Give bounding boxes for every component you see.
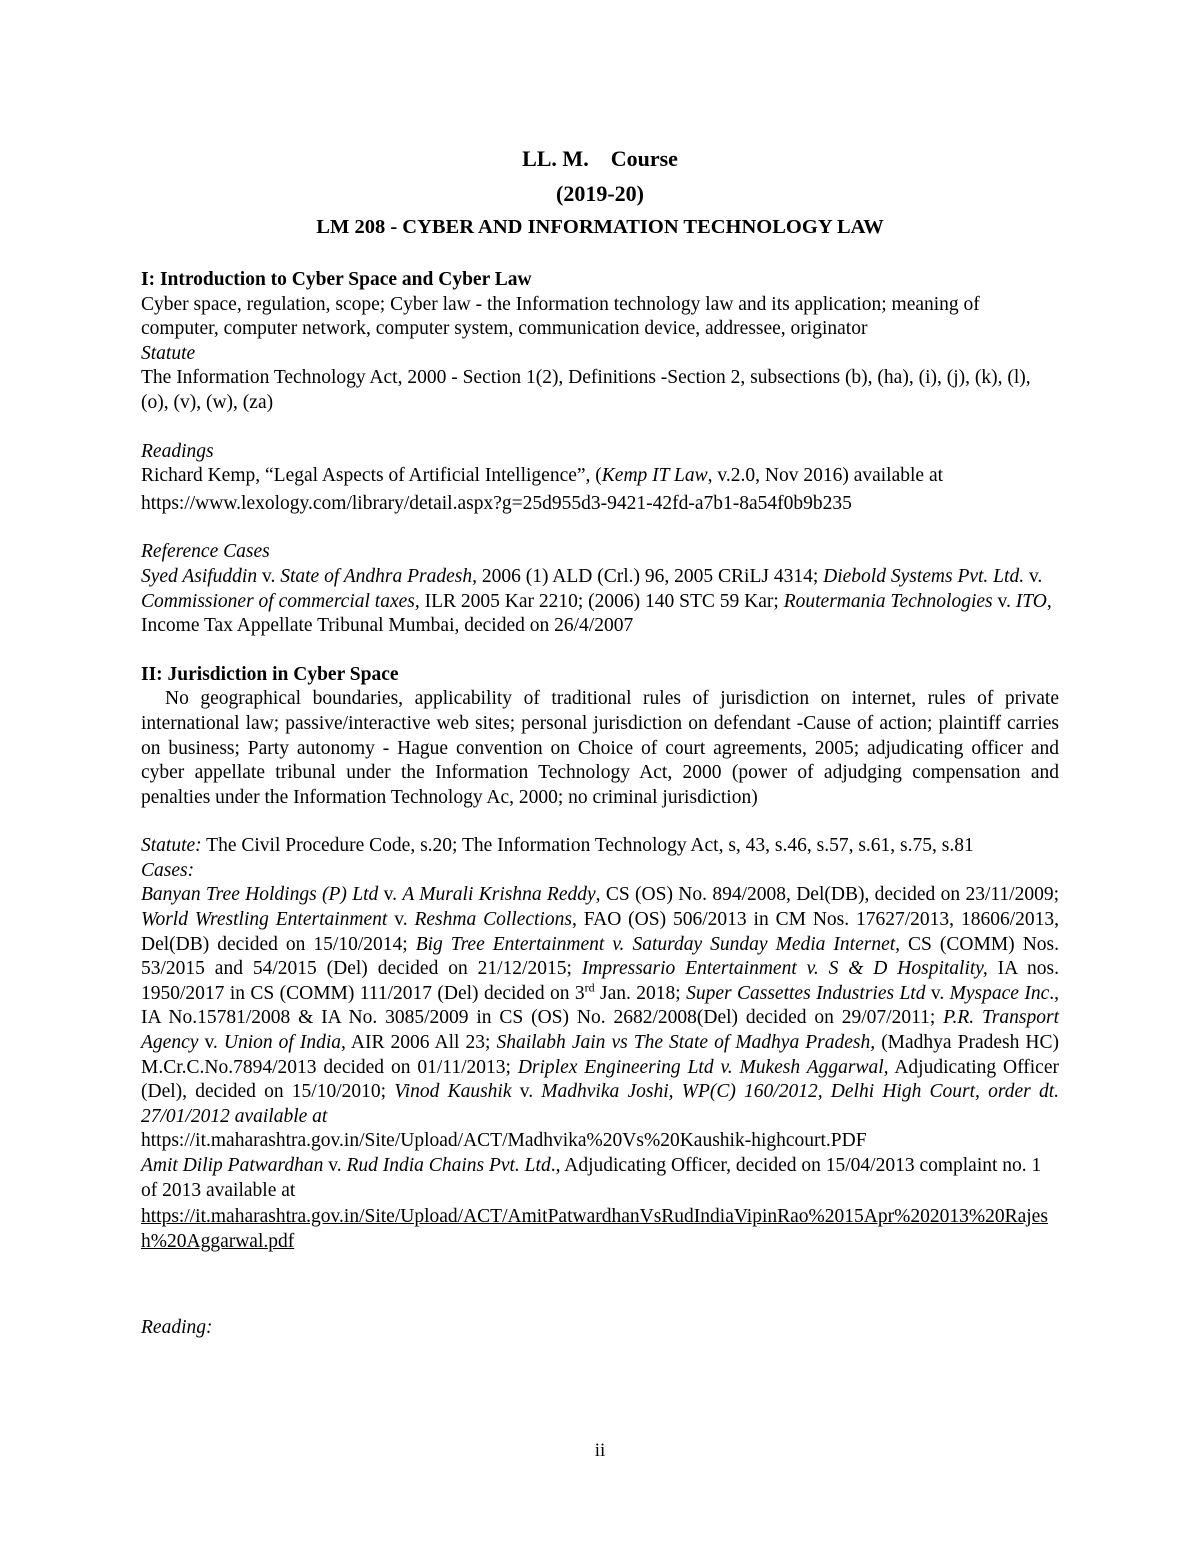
- unit-2-heading: II: Jurisdiction in Cyber Space: [141, 663, 399, 685]
- subject-title: LM 208 - CYBER AND INFORMATION TECHNOLOGY LAW: [316, 216, 884, 238]
- case-run: Big Tree Entertainment v. Saturday Sunday Media Internet,: [415, 933, 901, 955]
- case-run: Vinod Kaushik: [394, 1081, 512, 1103]
- unit-1-refcases-label: Reference Cases: [141, 541, 270, 563]
- case-run: Myspace Inc: [949, 982, 1050, 1004]
- case-run: P.R. Transport Agency: [141, 1007, 1060, 1054]
- case-run: Impressario Entertainment v. S & D Hospitality,: [581, 958, 988, 980]
- case-run: Madhvika Joshi, WP(C) 160/2012, Delhi High Court, order dt. 27/01/2012 available at: [141, 1081, 1060, 1127]
- unit-2-statute: [141, 834, 1059, 859]
- course-year: (2019-20): [556, 181, 644, 206]
- reading-author: Richard Kemp, “Legal Aspects of Artificial Intelligence”, (: [141, 465, 602, 487]
- case-2-v: v.: [323, 1155, 347, 1176]
- case-run: Shailabh Jain vs The State of Madhya Pradesh,: [496, 1032, 876, 1054]
- case-run: Banyan Tree Holdings (P) Ltd: [141, 884, 379, 906]
- unit-2-cases: [141, 883, 1059, 1129]
- document-page: [141, 140, 1059, 1341]
- case-run: Union of India: [223, 1032, 342, 1054]
- unit-2-body: No geographical boundaries, applicability of traditional rules of jurisdiction on internet, rules of private international law; passive/interactive web sites; personal jurisdiction on defendant -Cause of action; plaintiff carries on business; Party autonomy - Hague convention on Choice of court agreements, 2005; adjudicating officer and cyber appellate tribunal under the Information Technology Act, 2000 (power of adjudging compensation and penalties under the Information Technology Ac, 2000; no criminal jurisdiction): [141, 688, 1059, 808]
- refcase-run: v.: [257, 565, 281, 587]
- unit-2-cases-label: Cases:: [141, 859, 195, 881]
- reading-source: Kemp IT Law: [601, 465, 708, 487]
- case-run: ., IA No.15781/2008 & IA No. 3085/2009 in CS (OS) No. 2682/2008(Del) decided on 29/07/2011;: [141, 982, 1059, 1029]
- case-2-party-2: Rud India Chains Pvt. Ltd: [346, 1155, 551, 1176]
- refcase-run: Diebold Systems Pvt. Ltd.: [823, 565, 1025, 587]
- case-run: v.: [198, 1032, 224, 1054]
- case-run: , AIR 2006 All 23;: [341, 1032, 497, 1054]
- unit-1-section: [141, 268, 1059, 639]
- case-run: v.: [925, 982, 950, 1004]
- case-run: IA nos. 1950/2017 in CS (COMM) 111/2017 (Del) decided on 3: [141, 958, 1059, 1004]
- case-run: Jan. 2018;: [594, 982, 687, 1004]
- case-run: v.: [511, 1081, 542, 1103]
- refcase-run: Commissioner of commercial taxes,: [141, 590, 420, 612]
- case-run: Super Cassettes Industries Ltd: [686, 982, 926, 1004]
- case-run: Driplex Engineering Ltd v. Mukesh Aggarwal,: [517, 1056, 889, 1078]
- refcase-run: Syed Asifuddin: [141, 565, 258, 587]
- case-run: CS (COMM) Nos. 53/2015 and 54/2015 (Del) decided on 21/12/2015;: [141, 933, 1059, 980]
- case-2-rest: ., Adjudicating Officer, decided on 15/04/2013 complaint no. 1 of 2013 available at: [141, 1155, 1042, 1201]
- reading-rest: , v.2.0, Nov 2016) available at: [707, 465, 944, 487]
- unit-1-body: Cyber space, regulation, scope; Cyber law - the Information technology law and its application; meaning of computer, computer network, computer system, communication device, addressee, originator: [141, 293, 980, 340]
- case-run: v.: [387, 909, 415, 931]
- refcase-run: v.: [992, 590, 1016, 612]
- case-url-1: https://it.maharashtra.gov.in/Site/Upload/ACT/Madhvika%20Vs%20Kaushik-highcourt.PDF: [141, 1130, 867, 1152]
- unit-1-statute-label: Statute: [141, 342, 196, 364]
- refcase-run: , Income Tax Appellate Tribunal Mumbai, decided on 26/4/2007: [141, 590, 1052, 637]
- unit-1-readings-label: Readings: [141, 440, 214, 462]
- case-run: (Madhya Pradesh HC) M.Cr.C.No.7894/2013 decided on 01/11/2013;: [141, 1032, 1060, 1078]
- unit-2-statute-text: The Civil Procedure Code, s.20; The Information Technology Act, s, 43, s.46, s.57, s.61, s.75, s.81: [201, 835, 974, 857]
- page-number: ii: [594, 1440, 606, 1461]
- unit-1-refcases: [141, 565, 1059, 639]
- refcase-run: Routermania Technologies: [783, 590, 993, 612]
- case-run: Adjudicating Officer (Del), decided on 15/10/2010;: [141, 1056, 1059, 1103]
- refcase-run: State of Andhra Pradesh,: [280, 565, 478, 587]
- case-run: , CS (OS) No. 894/2008, Del(DB), decided on 23/11/2009;: [595, 884, 1059, 906]
- refcase-run: ITO: [1015, 590, 1047, 612]
- case-2-party-1: Amit Dilip Patwardhan: [141, 1155, 324, 1176]
- unit-2-section: [141, 663, 1059, 1341]
- case-run: World Wrestling Entertainment: [141, 909, 388, 931]
- unit-1-reading: [141, 464, 1059, 489]
- unit-2-case-2: [141, 1154, 1059, 1203]
- case-url-2-link[interactable]: https://it.maharashtra.gov.in/Site/Upload/ACT/AmitPatwardhanVsRudIndiaVipinRao%2015Apr%202013%20Rajesh%20Aggarwal.pdf: [141, 1206, 1048, 1252]
- unit-1-statute-text: The Information Technology Act, 2000 - Section 1(2), Definitions -Section 2, subsections (b), (ha), (i), (j), (k), (l), (o), (v), (w), (za): [141, 367, 1031, 413]
- case-run: Reshma Collections: [414, 909, 572, 931]
- unit-2-reading-label: Reading:: [141, 1317, 213, 1339]
- case-run: rd: [584, 980, 595, 995]
- case-run: , FAO (OS) 506/2013 in CM Nos. 17627/2013, 18606/2013, Del(DB) decided on 15/10/2014;: [141, 909, 1059, 955]
- refcase-run: 2006 (1) ALD (Crl.) 96, 2005 CRiLJ 4314;: [477, 565, 824, 587]
- case-run: A Murali Krishna Reddy: [402, 884, 596, 906]
- unit-2-statute-label: Statute:: [141, 835, 202, 857]
- course-title: LL. M. Course: [522, 146, 678, 171]
- refcase-run: v.: [1024, 565, 1043, 587]
- unit-1-heading: I: Introduction to Cyber Space and Cyber Law: [141, 269, 532, 290]
- case-run: v.: [378, 884, 403, 906]
- reading-url: https://www.lexology.com/library/detail.aspx?g=25d955d3-9421-42fd-a7b1-8a54f0b9b235: [141, 492, 852, 514]
- refcase-run: ILR 2005 Kar 2210; (2006) 140 STC 59 Kar;: [419, 590, 784, 612]
